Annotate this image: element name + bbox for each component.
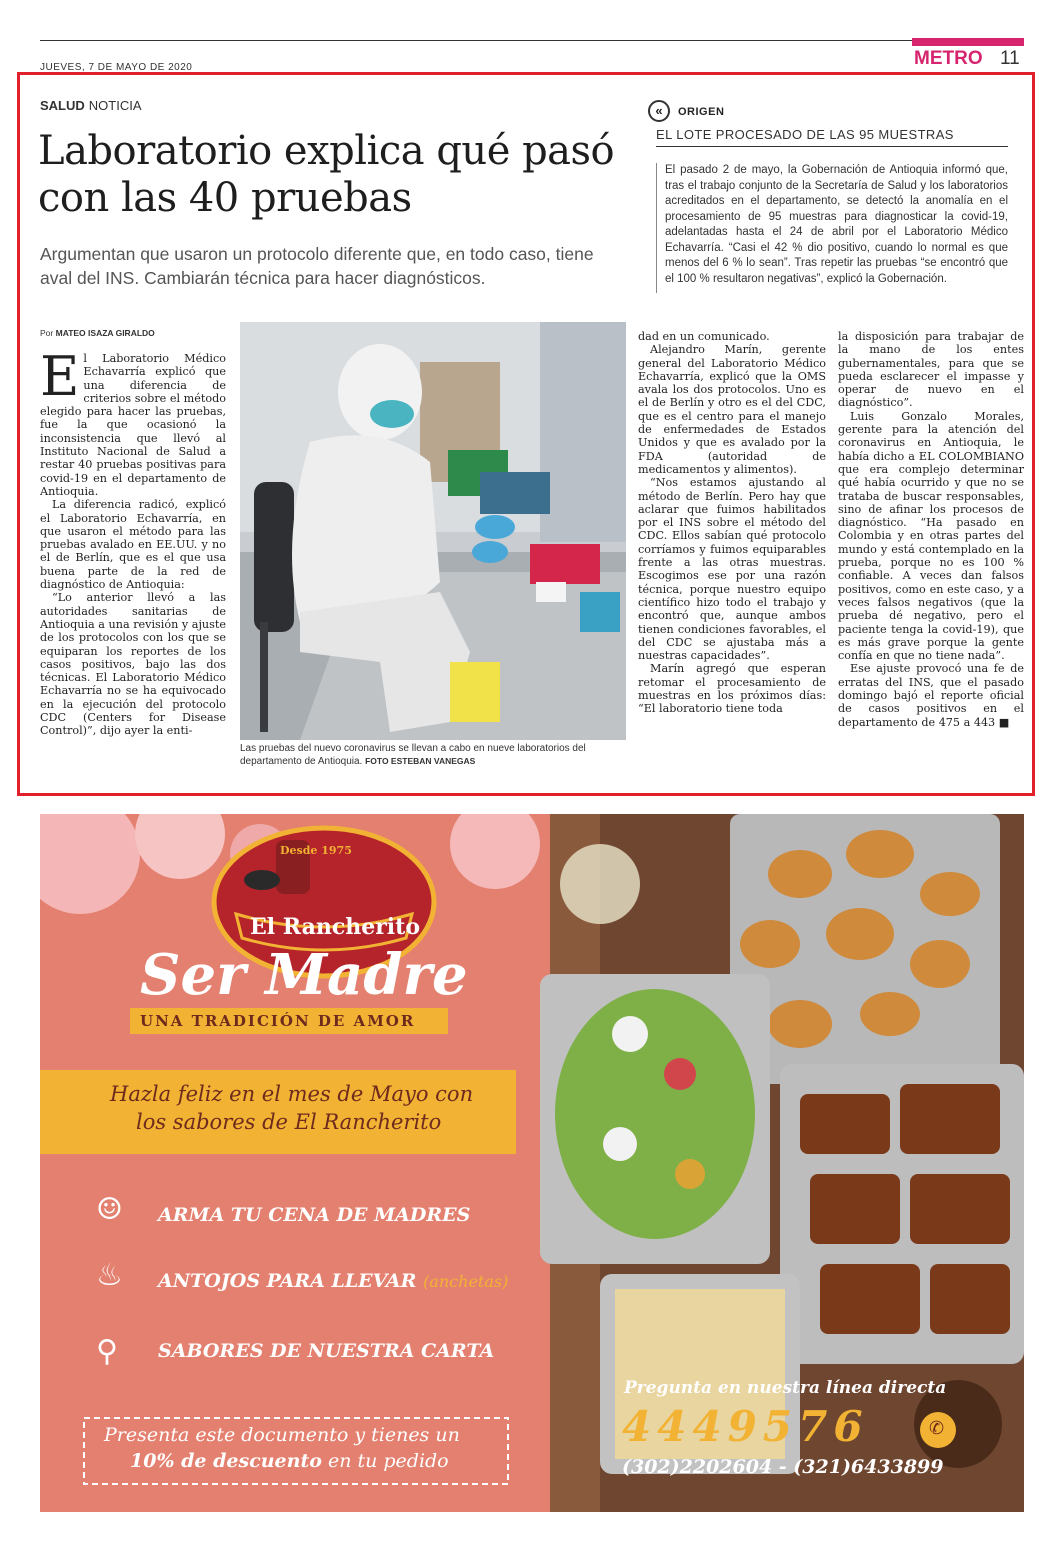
- paragraph: dad en un comunicado.: [638, 330, 770, 343]
- phone-icon: ✆: [929, 1418, 945, 1439]
- section-name: METRO: [914, 48, 983, 69]
- photo-credit: FOTO ESTEBAN VANEGAS: [365, 756, 476, 766]
- basket-icon: ♨: [96, 1258, 123, 1293]
- coupon-line-2: [130, 1450, 449, 1472]
- ad-title: Ser Madre: [140, 942, 468, 1008]
- cutlery-icon: ⚲: [96, 1334, 118, 1369]
- kicker-type: NOTICIA: [88, 98, 142, 113]
- logo-since: Desde 1975: [280, 844, 352, 857]
- article-headline: Laboratorio explica qué pasó con las 40 pruebas: [38, 128, 615, 221]
- header-rule: [40, 40, 1024, 41]
- article-column-3: [638, 330, 826, 776]
- banner-line-2: los sabores de El Rancherito: [136, 1110, 442, 1134]
- kicker-category: SALUD: [40, 98, 85, 113]
- byline-author: MATEO ISAZA GIRALDO: [55, 328, 155, 338]
- el-rancherito-ad: [40, 814, 1024, 1512]
- caption-text: Las pruebas del nuevo coronavirus se llevan a cabo en nueve laboratorios del departamento de Antioquia.: [240, 743, 586, 767]
- paragraph: “Nos estamos ajustando al método de Berlín. Pero hay que aclarar que fuimos habilitados por el INS sobre el método del CDC. Ellos sabían qué protocolo corríamos y fuimos equiparables frente a las otras muestras. Escogimos ese por una razón técnica, porque nuestro equipo científico hizo todo el trabajo y encontró que, aunque ambos tienen condiciones favorables, el del CDC se ajustaba más a nuestras capacidades”.: [638, 476, 826, 663]
- article-deck: Argumentan que usaron un protocolo diferente que, en todo caso, tiene aval del INS. Cambiarán técnica para hacer diagnósticos.: [40, 244, 594, 288]
- sidebar-body: El pasado 2 de mayo, la Gobernación de Antioquia informó que, tras el trabajo conjunto de la Secretaría de Salud y los laboratorios acreditados en el departamento, se detectó la anomalía en el procesamiento de 95 muestras para diagnosticar la covid-19, adelantadas hasta el 24 de abril por el Laboratorio Médico Echavarría. “Casi el 42 % dio positivo, cuando lo normal es que menos del 6 % lo sean”. Tras repetir las pruebas “se encontró que el 100 % resultaron negativas”, explicó la Gobernación.: [656, 163, 1008, 293]
- ad-tagline: UNA TRADICIÓN DE AMOR: [140, 1012, 416, 1030]
- photo-caption: [240, 742, 626, 768]
- paragraph: Marín agregó que esperan retomar el procesamiento de muestras en los próximos días: “El laboratorio tiene toda: [638, 662, 826, 716]
- lab-photo: [240, 322, 626, 740]
- phone-main: 4449576: [622, 1402, 869, 1451]
- ad-item-1: ARMA TU CENA DE MADRES: [158, 1204, 471, 1226]
- page-number: 11: [1000, 48, 1020, 69]
- ad-item-2-note: (anchetas): [423, 1272, 509, 1291]
- drop-cap: E: [40, 352, 80, 408]
- logo-name: El Rancherito: [250, 914, 420, 940]
- phone-alt: (302)2202604 - (321)6433899: [622, 1456, 944, 1478]
- edition-date: JUEVES, 7 DE MAYO DE 2020: [40, 62, 193, 73]
- paragraph: [40, 352, 226, 498]
- ad-item-2: [158, 1270, 508, 1292]
- sidebar-label: ORIGEN: [678, 106, 725, 118]
- coupon-discount: 10% de descuento: [130, 1450, 322, 1472]
- article-column-4: [838, 330, 1024, 776]
- article-column-1: [40, 352, 226, 776]
- paragraph: Alejandro Marín, gerente general del Laboratorio Médico Echavarría, explicó que la OMS avala los dos protocolos. Uno es el de Berlín y otro es el del CDC, que es el centro para el manejo de enfermedades de Estados Unidos y que es avalado por la FDA (autoridad de medicamentos y alimentos).: [638, 343, 826, 476]
- byline-prefix: Por: [40, 328, 54, 338]
- coupon-rest: en tu pedido: [321, 1450, 449, 1472]
- paragraph: La diferencia radicó, explicó el Laboratorio Echavarría, en que usaron el método para las pruebas avalado en EE.UU. y no el de Berlín, que es el que usa buena parte de la red de diagnóstico de Antioquia:: [40, 498, 226, 592]
- coupon-line-1: Presenta este documento y tienes un: [104, 1424, 460, 1446]
- paragraph: Luis Gonzalo Morales, gerente para la atención del coronavirus en Antioquia, le había dicho a EL COLOMBIANO que era complejo determinar qué había ocurrido y que no se trataba de buscar responsables, sino de afinar los procesos de diagnóstico. “Ha pasado en Colombia y en otras partes del mundo y está contemplado en la prueba, porque no es 100 % confiable. A veces dan falsos positivos, como en este caso, y a veces falsos negativos (que la prueba dé negativo, pero el paciente tenga la covid-19), que es más grave porque la gente confía en que no tiene nada”.: [838, 409, 1024, 663]
- ad-item-2-label: ANTOJOS PARA LLEVAR: [158, 1270, 417, 1292]
- ad-item-3: SABORES DE NUESTRA CARTA: [158, 1340, 495, 1362]
- article-byline: [40, 328, 155, 338]
- ad-background: [40, 814, 1024, 1512]
- double-chevron-left-icon: «: [648, 100, 670, 122]
- section-color-bar: [912, 38, 1024, 46]
- paragraph: la disposición para trabajar de la mano de los entes gubernamentales, para que se pueda esclarecer el impasse y operar de nuevo en el diagnóstico”.: [838, 330, 1024, 410]
- sidebar-subtitle: EL LOTE PROCESADO DE LAS 95 MUESTRAS: [656, 127, 1008, 147]
- paragraph-text: l Laboratorio Médico Echavarría explicó que una diferencia de criterios sobre el método elegido para hacer las pruebas, fue la que ocasionó la inconsistencia que llevó al Instituto Nacional de Salud a restar 40 pruebas positivas para covid-19 en el departamento de Antioquia.: [40, 352, 226, 498]
- article-kicker: [40, 98, 142, 113]
- section-tag: [912, 38, 1024, 72]
- phone-intro: Pregunta en nuestra línea directa: [624, 1378, 947, 1398]
- paragraph: Ese ajuste provocó una fe de erratas del INS, que el pasado domingo bajó el reporte oficial de casos positivos en el departamento de 475 a 443 ■: [838, 662, 1024, 729]
- cook-icon: ☺: [96, 1192, 123, 1227]
- banner-line-1: Hazla feliz en el mes de Mayo con: [110, 1082, 474, 1106]
- paragraph: “Lo anterior llevó a las autoridades sanitarias de Antioquia a una revisión y ajuste de los protocolos con los que se equiparan los reportes de los casos positivos, bajo las dos técnicas. El Laboratorio Médico Echavarría no se ha equivocado en la ejecución del protocolo CDC (Centers for Disease Control)”, dijo ayer la enti-: [40, 591, 226, 738]
